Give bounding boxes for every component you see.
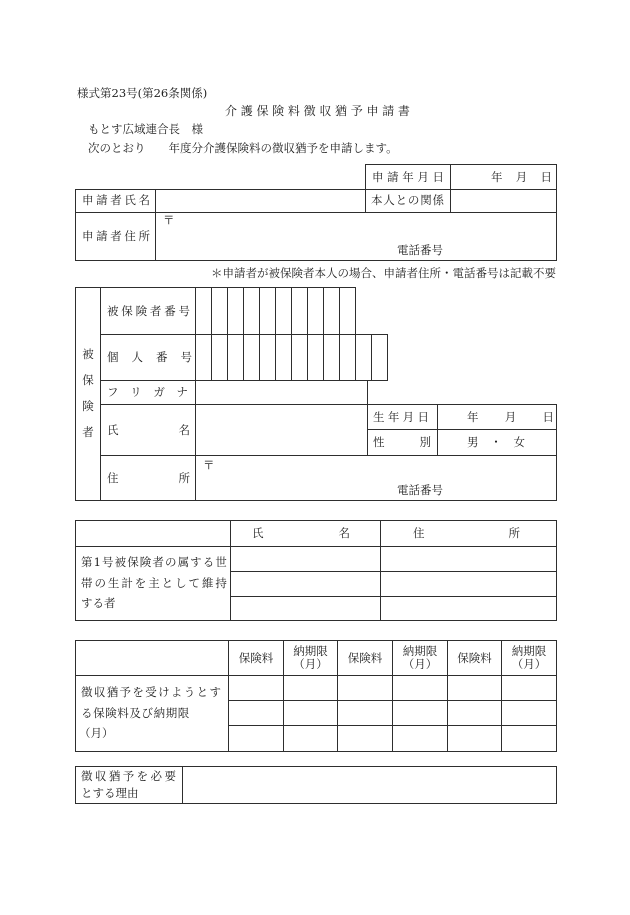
premium-field — [447, 725, 502, 752]
insured-number-digit-box — [323, 287, 340, 335]
application-date-placeholder: 年 月 日 — [491, 170, 552, 184]
due-month-header-cell — [283, 640, 338, 676]
household-name-field — [230, 596, 381, 621]
household-label-line: する者 — [81, 596, 116, 610]
birthdate-placeholder: 年 月 日 — [467, 410, 554, 424]
insured-address-label: 住 所 — [107, 471, 190, 485]
personal-number-digit-box — [195, 334, 212, 381]
due-month-field — [283, 675, 338, 701]
postal-mark: 〒 — [203, 458, 215, 472]
furigana-field — [195, 380, 368, 405]
premium-field — [447, 700, 502, 726]
personal-number-digit-box — [227, 334, 244, 381]
due-month-header-cell — [501, 640, 557, 676]
due-month-header-label: 納期限 — [402, 644, 438, 658]
due-month-field — [392, 675, 448, 701]
insured-number-digit-box — [243, 287, 260, 335]
due-month-header-label: 納期限 — [511, 644, 547, 658]
premium-field — [337, 725, 393, 752]
premium-field — [228, 725, 284, 752]
applicant-note: ＊申請者が被保険者本人の場合、申請者住所・電話番号は記載不要 — [211, 266, 556, 280]
form-number: 様式第23号(第26条関係) — [77, 86, 208, 100]
premium-header-cell — [447, 640, 502, 676]
premium-field — [228, 700, 284, 726]
furigana-label: フ リ ガ ナ — [107, 385, 188, 399]
personal-number-digit-box — [259, 334, 276, 381]
personal-number-digit-box — [371, 334, 388, 381]
due-month-header-unit: （月） — [402, 657, 438, 671]
premium-field — [447, 675, 502, 701]
form-title: 介 護 保 険 料 徴 収 猶 予 申 請 書 — [225, 104, 410, 118]
due-month-header-unit: （月） — [293, 657, 328, 671]
premium-field — [337, 700, 393, 726]
reason-field — [182, 766, 557, 804]
reason-label-line: とする理由 — [81, 786, 139, 800]
due-month-field — [392, 725, 448, 752]
due-month-header-cell — [392, 640, 448, 676]
insured-name-label: 氏 名 — [107, 423, 190, 437]
premium-header-label: 保険料 — [347, 650, 383, 665]
birthdate-label: 生 年 月 日 — [373, 410, 429, 424]
due-month-field — [392, 700, 448, 726]
phone-label: 電話番号 — [397, 243, 443, 257]
insured-name-field — [195, 404, 368, 456]
insured-number-digit-box — [227, 287, 244, 335]
premium-header-cell — [228, 640, 284, 676]
premium-label-line: 徴 収 猶 予 を 受 け よ う と す — [81, 685, 221, 699]
premium-header-label: 保険料 — [238, 650, 274, 665]
premium-label-line: （月） — [79, 726, 114, 740]
personal-number-digit-box — [291, 334, 308, 381]
insured-address-field — [195, 455, 557, 501]
due-month-field — [501, 700, 557, 726]
intro-statement: 次のとおり 年度分介護保険料の徴収猶予を申請します。 — [88, 141, 398, 155]
personal-number-digit-box — [355, 334, 372, 381]
household-address-field — [380, 596, 557, 621]
personal-number-digit-box — [243, 334, 260, 381]
insured-number-digit-box — [307, 287, 324, 335]
personal-number-digit-box — [307, 334, 324, 381]
relation-label: 本 人 と の 関 係 — [371, 193, 444, 207]
reason-label-line: 徴 収 猶 予 を 必 要 — [81, 769, 176, 783]
application-date-label: 申 請 年 月 日 — [372, 170, 444, 184]
premium-header-label: 保険料 — [457, 650, 492, 665]
premium-label-line: る保険料及び納期限 — [81, 706, 190, 720]
insured-number-digit-box — [291, 287, 308, 335]
due-month-field — [501, 725, 557, 752]
due-month-field — [283, 725, 338, 752]
relation-field — [450, 189, 557, 213]
premium-corner-cell — [75, 640, 229, 676]
applicant-address-label: 申 請 者 住 所 — [82, 229, 150, 243]
premium-field — [337, 675, 393, 701]
due-month-field — [501, 675, 557, 701]
sex-label: 性 別 — [373, 435, 431, 449]
personal-number-digit-box — [211, 334, 228, 381]
due-month-field — [283, 700, 338, 726]
insured-number-label: 被 保 険 者 番 号 — [107, 304, 190, 318]
applicant-name-field — [155, 189, 366, 213]
personal-number-digit-box — [275, 334, 292, 381]
household-name-header: 氏 名 — [252, 526, 350, 540]
due-month-header-label: 納期限 — [293, 644, 328, 658]
household-label-line: 第 1 号 被 保 険 者 の 属 す る 世 — [81, 555, 227, 569]
household-corner-cell — [75, 520, 231, 547]
premium-field — [228, 675, 284, 701]
household-name-field — [230, 546, 381, 572]
insured-number-digit-box — [195, 287, 212, 335]
due-month-header-unit: （月） — [511, 657, 547, 671]
household-name-field — [230, 571, 381, 597]
insured-number-digit-box — [211, 287, 228, 335]
household-address-header: 住 所 — [413, 526, 520, 540]
household-address-field — [380, 571, 557, 597]
personal-number-label: 個 人 番 号 — [107, 350, 192, 364]
insured-group-label: 被 保 険 者 — [82, 347, 94, 439]
postal-mark: 〒 — [163, 213, 175, 227]
personal-number-digit-box — [323, 334, 340, 381]
insured-number-digit-box — [275, 287, 292, 335]
addressee: もとす広域連合長 様 — [88, 122, 203, 136]
personal-number-digit-box — [339, 334, 356, 381]
applicant-address-field — [155, 212, 557, 261]
sex-options: 男 ・ 女 — [467, 435, 525, 449]
insured-number-digit-box — [259, 287, 276, 335]
insured-number-digit-box — [339, 287, 356, 335]
household-address-field — [380, 546, 557, 572]
premium-header-cell — [337, 640, 393, 676]
household-label-line: 帯 の 生 計 を 主 と し て 維 持 — [81, 576, 227, 590]
phone-label: 電話番号 — [397, 483, 443, 497]
applicant-name-label: 申 請 者 氏 名 — [82, 193, 150, 207]
